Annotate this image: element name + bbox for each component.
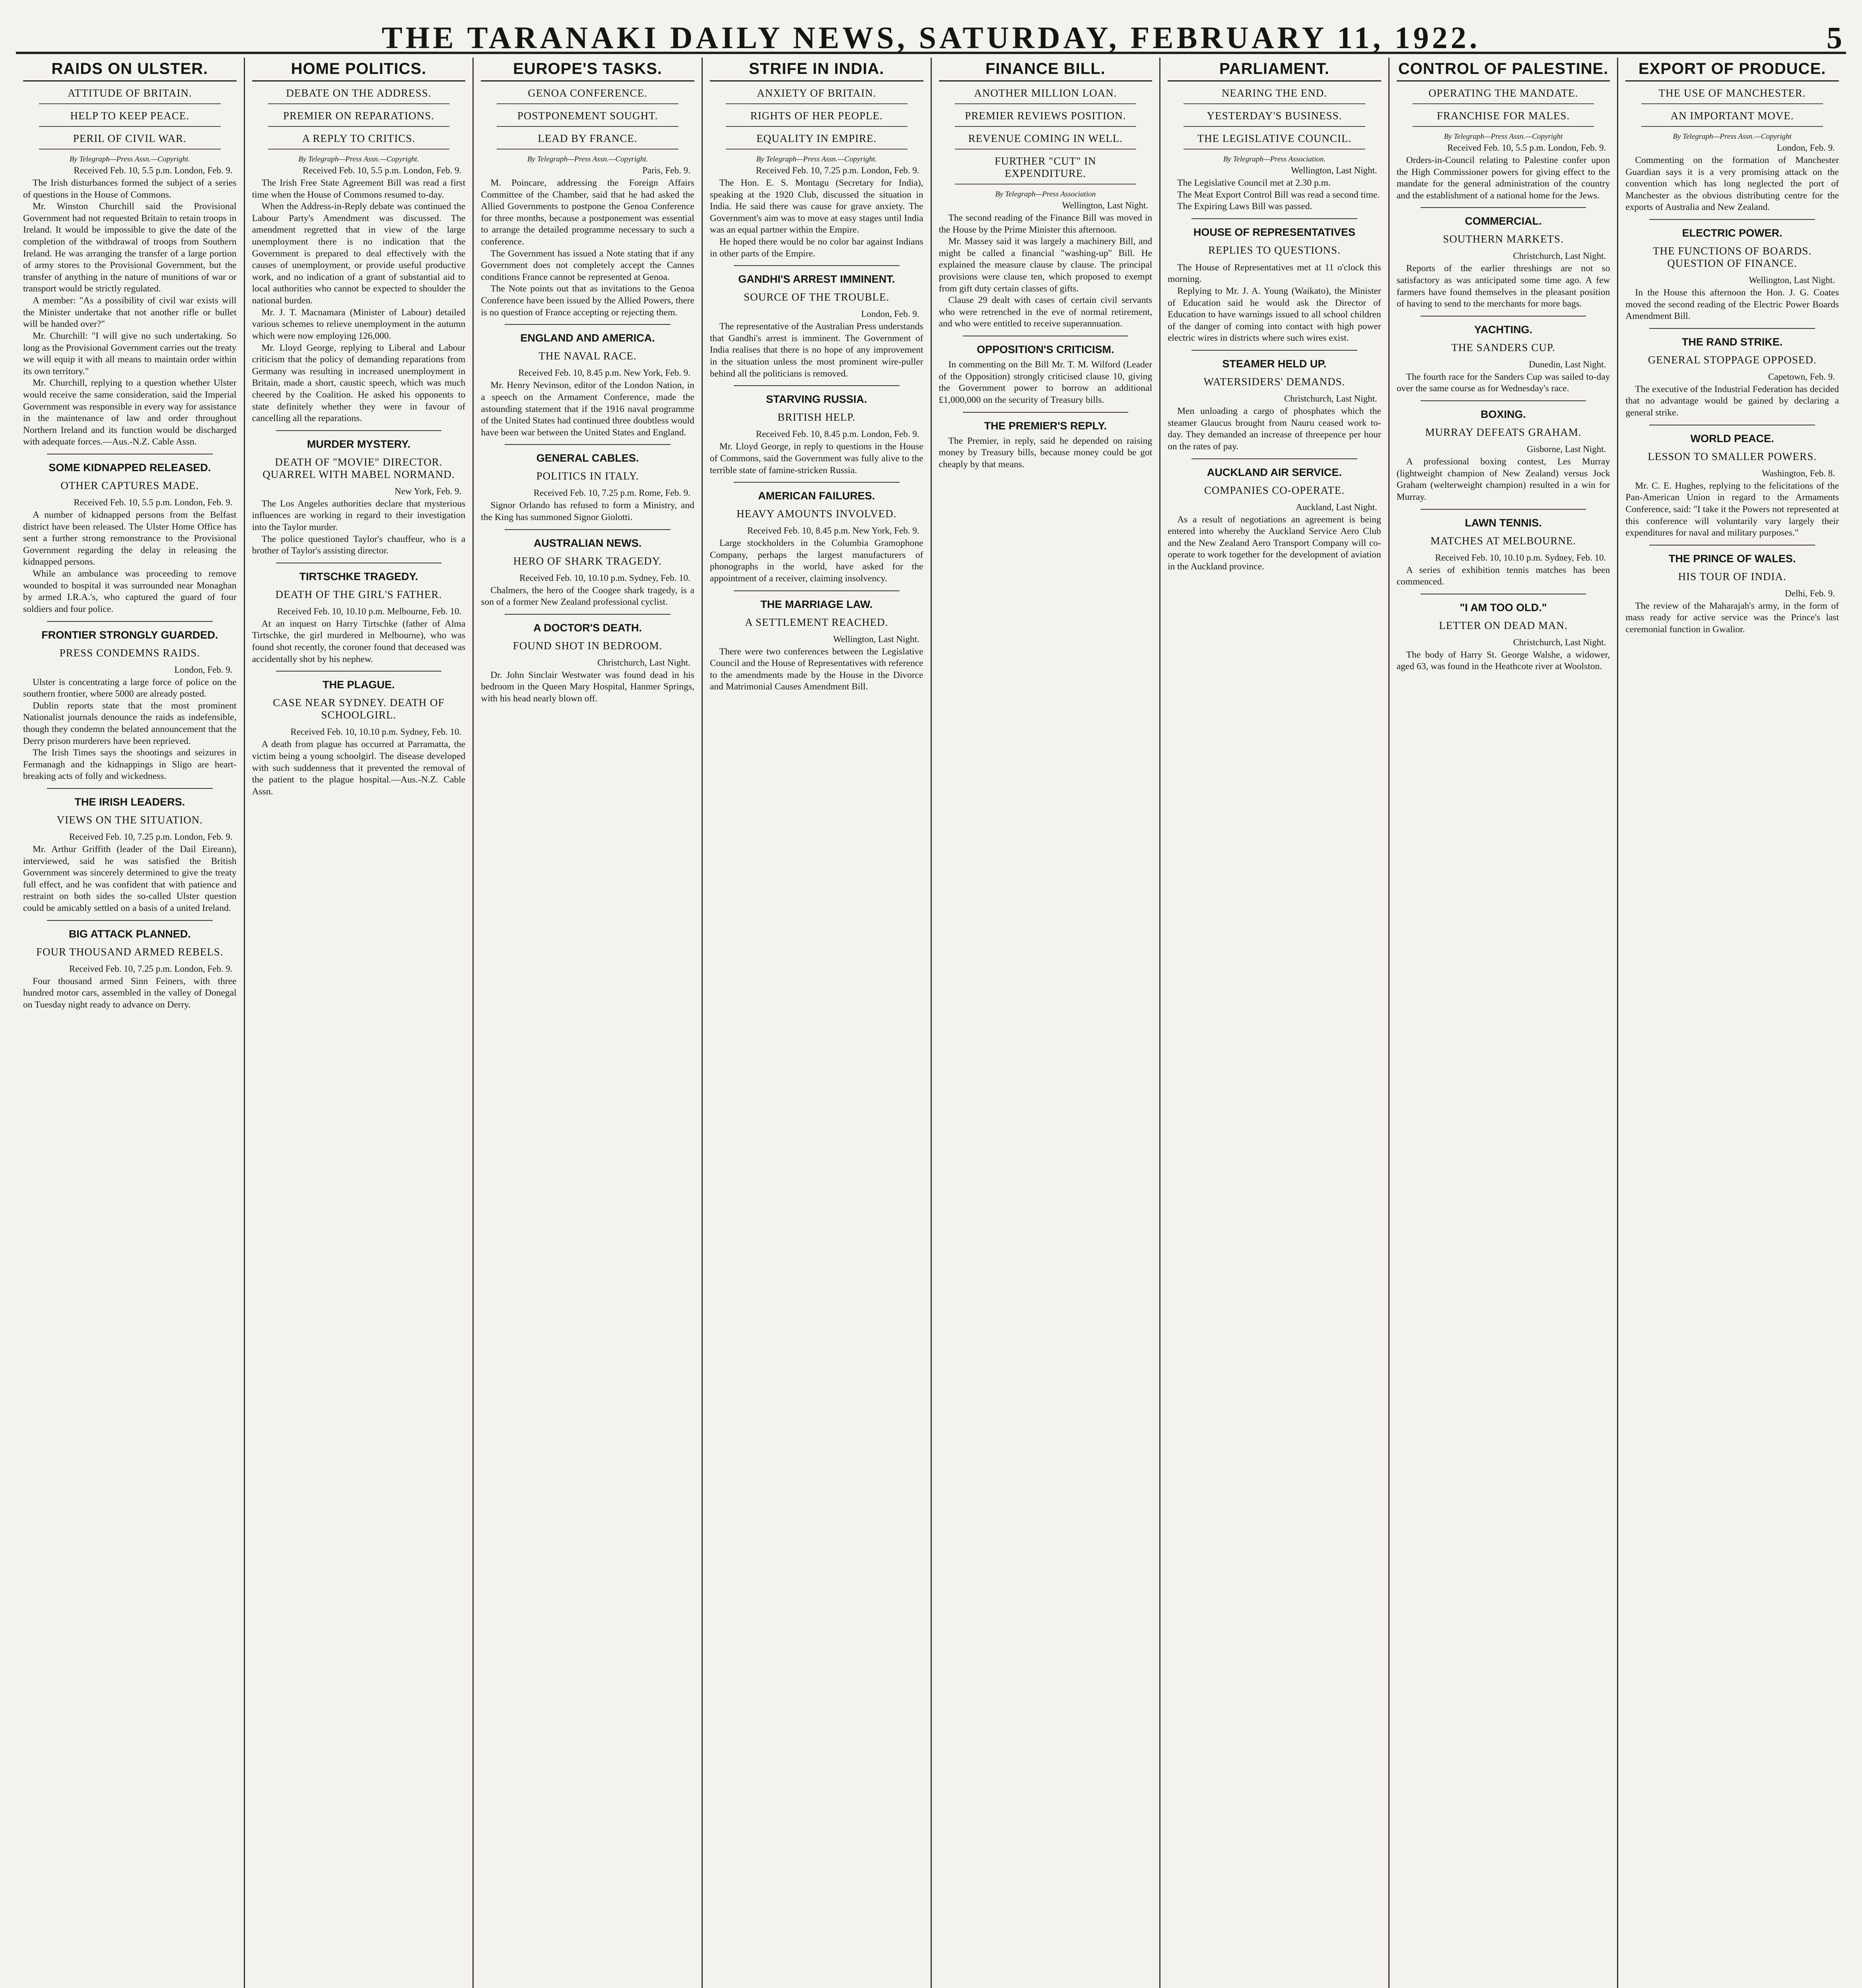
sub-dateline: Christchurch, Last Night. [597, 657, 690, 668]
article-dateline: Received Feb. 10, 5.5 p.m. London, Feb. 9. [1447, 143, 1606, 153]
sub-dateline: Received Feb. 10, 7.25 p.m. London, Feb. 9. [69, 963, 233, 974]
sub-headline: TIRTSCHKE TRAGEDY. [299, 570, 418, 582]
sub-dateline: Christchurch, Last Night. [1513, 251, 1606, 261]
sub-paragraph: Dublin reports state that the most prominent Nationalist journals denounce the raids as indefensible, though they condemn the belated announcement that the Derry prison murderers have been reprieved. [23, 700, 237, 746]
sub-body [1168, 514, 1381, 573]
sub-paragraph: A death from plague has occurred at Parramatta, the victim being a young schoolgirl. The disease developed with such suddenness that it prevented the removal of the patient to the plague hospital.—Aus.-N.Z. Cable Assn. [252, 739, 466, 797]
sub-paragraph: A professional boxing contest, Les Murray (lightweight champion of New Zealand) versus Jock Graham (welterweight champion) resulted in a win for Murray. [1396, 456, 1610, 502]
article [481, 60, 694, 705]
article-credit: By Telegraph—Press Association. [1223, 155, 1326, 163]
news-columns [16, 58, 1846, 1988]
article-paragraph: The Legislative Council met at 2.30 p.m. [1177, 178, 1331, 188]
sub-paragraph: Signor Orlando has refused to form a Ministry, and the King has summoned Signor Giolotti. [481, 500, 694, 522]
sub-headline: YACHTING. [1474, 323, 1533, 336]
sub-dateline: Auckland, Last Night. [1296, 502, 1377, 512]
sub-headline: SOME KIDNAPPED RELEASED. [49, 462, 211, 474]
sub-body [710, 538, 923, 584]
article-paragraph: Mr. Winston Churchill said the Provisional Government had not requested Britain to retain troops in Ireland. It would be impossible to give the date of the completion of the withdrawal of troops from Southern Ireland. He was arranging the transfer of a large portion of army stores to the Provisional Government, but the transfer of anything in the nature of munitions of war or transport would be strictly regulated. [23, 201, 237, 294]
article-deck: PREMIER REVIEWS POSITION. [955, 110, 1137, 127]
section-divider [505, 614, 671, 615]
sub-paragraph: Mr. C. E. Hughes, replying to the felicitations of the Pan-American Union in regard to the Armaments Conference, said: "I take it the Powers not represented at this conference will voluntarily vary largely their expenditures for naval and military purposes." [1625, 480, 1839, 538]
page-number: 5 [1827, 20, 1842, 55]
sub-deck: POLITICS IN ITALY. [536, 470, 639, 482]
article-deck: ANXIETY OF BRITAIN. [726, 87, 908, 104]
section-divider [47, 621, 213, 622]
news-column [932, 58, 1161, 1988]
article-body [481, 177, 694, 318]
sub-deck: DEATH OF "MOVIE" DIRECTOR. QUARREL WITH MABEL NORMAND. [262, 456, 455, 480]
article-dateline: Paris, Feb. 9. [642, 165, 690, 175]
sub-body [252, 618, 466, 665]
sub-headline: THE PLAGUE. [323, 679, 395, 691]
article-deck: THE USE OF MANCHESTER. [1641, 87, 1823, 104]
sub-body [939, 359, 1153, 406]
sub-headline: OPPOSITION'S CRITICISM. [977, 344, 1114, 356]
article-paragraph: The Expiring Laws Bill was passed. [1177, 201, 1312, 212]
article-body [1625, 155, 1839, 214]
article-headline: FINANCE BILL. [939, 60, 1153, 82]
article-deck: A REPLY TO CRITICS. [268, 132, 450, 149]
section-divider [1421, 400, 1586, 401]
sub-headline: STARVING RUSSIA. [766, 393, 867, 406]
article-deck: DEBATE ON THE ADDRESS. [268, 87, 450, 104]
article-paragraph: The second reading of the Finance Bill was moved in the House by the Prime Minister this afternoon. [939, 213, 1153, 235]
article-headline: EXPORT OF PRODUCE. [1625, 60, 1839, 82]
article-paragraph: Mr. Churchill: "I will give no such undertaking. So long as the Provisional Government carries out the treaty we will equip it with all means to maintain order within its own territory." [23, 330, 237, 377]
article-deck: PERIL OF CIVIL WAR. [39, 132, 221, 149]
sub-deck: PRESS CONDEMNS RAIDS. [59, 646, 200, 659]
article-dateline: Received Feb. 10, 5.5 p.m. London, Feb. 9. [74, 165, 233, 175]
article-credit: By Telegraph—Press Association [995, 190, 1096, 198]
sub-body [23, 677, 237, 782]
sub-paragraph: As a result of negotiations an agreement is being entered into whereby the Auckland Service Aero Club and the New Zealand Aero Transport Company will co-operate to work together for the development of aviation in the Auckland province. [1168, 514, 1381, 572]
sub-headline: THE IRISH LEADERS. [74, 796, 185, 808]
section-divider [734, 482, 900, 483]
sub-body [1625, 480, 1839, 539]
sub-paragraph: Ulster is concentrating a large force of police on the southern frontier, where 5000 are already posted. [23, 677, 237, 699]
article [1168, 60, 1381, 573]
sub-deck: LESSON TO SMALLER POWERS. [1648, 450, 1817, 462]
sub-deck: GENERAL STOPPAGE OPPOSED. [1648, 353, 1817, 366]
article-credit: By Telegraph—Press Assn.—Copyright [1673, 132, 1792, 141]
news-column [1160, 58, 1390, 1988]
sub-deck: THE SANDERS CUP. [1451, 341, 1555, 353]
article-deck: GENOA CONFERENCE. [497, 87, 678, 104]
section-divider [734, 385, 900, 386]
sub-paragraph: A series of exhibition tennis matches has been commenced. [1396, 565, 1610, 587]
article-paragraph: Mr. Churchill, replying to a question whether Ulster would receive the same consideration, said the Imperial Government was responsible in every way for assistance in the maintenance of law and order throughout Northern Ireland and its function would be discharged with adequate forces.—Aus.-N.Z. Cable Assn. [23, 378, 237, 447]
article-credit: By Telegraph—Press Assn.—Copyright [1444, 132, 1563, 141]
article [939, 60, 1153, 470]
sub-dateline: Gisborne, Last Night. [1527, 444, 1606, 454]
sub-headline: MURDER MYSTERY. [307, 438, 410, 450]
sub-body [481, 500, 694, 523]
sub-deck: DEATH OF THE GIRL'S FATHER. [275, 588, 442, 600]
section-divider [1421, 509, 1586, 510]
sub-paragraph: Large stockholders in the Columbia Gramophone Company, perhaps the largest manufacturers of phonographs in the world, have asked for the appointment of a receiver, claiming insolvency. [709, 538, 923, 584]
article-paragraph: Mr. J. T. Macnamara (Minister of Labour) detailed various schemes to relieve unemployment in the autumn which were now employing 126,000. [252, 307, 466, 341]
article-paragraph: The Irish disturbances formed the subject of a series of questions in the House of Commons. [23, 178, 237, 200]
sub-body [1397, 371, 1610, 395]
article-paragraph: The Note points out that as invitations to the Genoa Conference have been issued by the Allied Powers, there is no question of France accepting or rejecting them. [481, 283, 694, 318]
sub-paragraph: A number of kidnapped persons from the Belfast district have been released. The Ulster Home Office has sent a further strong remonstrance to the Provisional Government regarding the delay in releasing the kidnapped persons. [23, 510, 237, 567]
article-dateline: Received Feb. 10, 7.25 p.m. London, Feb. 9. [756, 165, 919, 175]
sub-deck: WATERSIDERS' DEMANDS. [1203, 376, 1345, 388]
sub-headline: AUSTRALIAN NEWS. [533, 537, 642, 549]
article-deck: OPERATING THE MANDATE. [1413, 87, 1594, 104]
sub-dateline: London, Feb. 9. [861, 309, 919, 319]
sub-body [710, 646, 923, 693]
section-divider [1191, 218, 1357, 219]
sub-headline: BOXING. [1481, 408, 1526, 421]
sub-body [710, 321, 923, 380]
sub-deck: REPLIES TO QUESTIONS. [1208, 244, 1341, 256]
sub-body [252, 739, 466, 798]
sub-dateline: Received Feb. 10, 8.45 p.m. New York, Feb. 9. [747, 526, 919, 536]
sub-body [710, 441, 923, 476]
news-column [1390, 58, 1619, 1988]
sub-body [1625, 384, 1839, 419]
sub-dateline: Christchurch, Last Night. [1513, 637, 1606, 647]
sub-headline: THE MARRIAGE LAW. [760, 598, 873, 610]
sub-body [23, 844, 237, 914]
article-paragraph: Mr. Massey said it was largely a machinery Bill, and might be called a financial "washing-up" Bill. He explained the measure clause by clause. The principal provisions were clause ten, which proposed to exempt from gift duty certain classes of gifts. [939, 236, 1153, 294]
sub-body [1168, 262, 1381, 344]
sub-headline: GANDHI'S ARREST IMMINENT. [738, 273, 895, 285]
sub-body [481, 380, 694, 439]
article-headline: HOME POLITICS. [252, 60, 466, 82]
sub-dateline: Delhi, Feb. 9. [1785, 588, 1835, 598]
sub-body [1397, 649, 1610, 673]
sub-deck: THE FUNCTIONS OF BOARDS. QUESTION OF FINANCE. [1653, 245, 1812, 270]
article-deck: FRANCHISE FOR MALES. [1413, 110, 1594, 127]
article [710, 60, 923, 693]
article-body [1168, 177, 1381, 213]
section-divider [1649, 545, 1815, 546]
sub-paragraph: Reports of the earlier threshings are not so satisfactory as was anticipated some time ago. A few farmers have found themselves in the pleasant position of having to send to the merchants for more bags. [1396, 263, 1610, 309]
sub-deck: VIEWS ON THE SITUATION. [56, 813, 203, 826]
article-deck: THE LEGISLATIVE COUNCIL. [1184, 132, 1365, 149]
section-divider [734, 265, 900, 266]
article-dateline: London, Feb. 9. [1776, 143, 1835, 153]
article-headline: STRIFE IN INDIA. [710, 60, 923, 82]
sub-paragraph: At an inquest on Harry Tirtschke (father of Alma Tirtschke, the girl murdered in Melbourne), who was found shot recently, the coroner found that deceased was accidentally shot by his nephew. [252, 618, 466, 664]
sub-dateline: Received Feb. 10, 7.25 p.m. Rome, Feb. 9. [533, 488, 690, 498]
sub-deck: MURRAY DEFEATS GRAHAM. [1425, 426, 1582, 439]
article-paragraph: When the Address-in-Reply debate was continued the Labour Party's Amendment was discussed. The amendment regretted that in view of the large unemployment there is no indication that the Government is prepared to deal effectively with the causes of unemployment, or provide useful productive work, and no indication of a grant of substantial aid to local authorities who cannot be expected to shoulder the national burden. [252, 201, 466, 306]
sub-paragraph: Mr. Lloyd George, in reply to questions in the House of Commons, said the Government was fully alive to the terrible state of famine-stricken Russia. [709, 441, 923, 476]
article-body [1397, 155, 1610, 202]
article-paragraph: Commenting on the formation of Manchester Guardian says it is a very promising attack on the convention which has long neglected the port of Manchester as the obvious distributing centre for the exports of Australia and New Zealand. [1625, 155, 1839, 213]
sub-paragraph: In the House this afternoon the Hon. J. G. Coates moved the second reading of the Electric Power Boards Amendment Bill. [1625, 287, 1839, 322]
article-deck: PREMIER ON REPARATIONS. [268, 110, 450, 127]
sub-body [23, 976, 237, 1011]
article-deck: POSTPONEMENT SOUGHT. [497, 110, 678, 127]
sub-body [481, 670, 694, 705]
sub-deck: HIS TOUR OF INDIA. [1678, 570, 1786, 582]
article-credit: By Telegraph—Press Assn.—Copyright. [527, 155, 648, 163]
news-column [16, 58, 245, 1988]
article-body [939, 212, 1153, 330]
news-column [703, 58, 932, 1988]
sub-paragraph: Men unloading a cargo of phosphates which the steamer Glaucus brought from Nauru ceased work to-day. They demanded an increase of threepence per hour on the rates of pay. [1168, 406, 1381, 452]
sub-deck: SOUTHERN MARKETS. [1443, 233, 1564, 245]
sub-deck: SOURCE OF THE TROUBLE. [744, 291, 890, 303]
article-paragraph: The Government has issued a Note stating that if any Government does not completely accept the Cannes conditions France cannot be represented at Genoa. [481, 248, 694, 282]
article-deck: AN IMPORTANT MOVE. [1641, 110, 1823, 127]
sub-paragraph: There were two conferences between the Legislative Council and the House of Representatives with reference to the amendments made by the House in the Divorce and Matrimonial Causes Amendment Bill. [709, 646, 923, 692]
sub-body [1625, 287, 1839, 322]
sub-deck: A SETTLEMENT REACHED. [745, 616, 888, 628]
article-paragraph: The Hon. E. S. Montagu (Secretary for India), speaking at the 1920 Club, discussed the situation in India. He said there was cause for grave anxiety. The Government's aim was to move at easy stages until India was an equal partner within the Empire. [709, 178, 923, 235]
section-divider [1191, 458, 1357, 459]
sub-headline: FRONTIER STRONGLY GUARDED. [41, 629, 218, 641]
sub-paragraph: Mr. Henry Nevinson, editor of the London Nation, in a speech on the Armament Conference, made the astounding statement that if the 1916 naval programme of the United States had continued three doubtless would have been war between the United States and England. [481, 380, 694, 438]
sub-paragraph: The Los Angeles authorities declare that mysterious influences are working in regard to their investigation into the Taylor murder. [252, 498, 466, 533]
article-deck: HELP TO KEEP PEACE. [39, 110, 221, 127]
sub-dateline: Wellington, Last Night. [1749, 275, 1835, 285]
sub-paragraph: The House of Representatives met at 11 o'clock this morning. [1168, 262, 1381, 285]
sub-headline: THE RAND STRIKE. [1681, 336, 1783, 348]
sub-headline: COMMERCIAL. [1465, 215, 1542, 227]
section-divider [276, 430, 442, 431]
sub-headline: BIG ATTACK PLANNED. [68, 928, 191, 940]
article-deck: NEARING THE END. [1184, 87, 1365, 104]
article-deck: ANOTHER MILLION LOAN. [955, 87, 1137, 104]
sub-body [1168, 406, 1381, 452]
article-paragraph: The Irish Free State Agreement Bill was read a first time when the House of Commons resumed to-day. [252, 178, 466, 200]
sub-headline: A DOCTOR'S DEATH. [533, 621, 642, 634]
article [1625, 60, 1839, 636]
sub-headline: AMERICAN FAILURES. [758, 490, 875, 502]
sub-headline: STEAMER HELD UP. [1222, 358, 1327, 370]
sub-paragraph: The Premier, in reply, said he depended on raising money by Treasury bills, because money could be got cheaply by that means. [939, 435, 1153, 470]
sub-paragraph: Mr. Arthur Griffith (leader of the Dail Eireann), interviewed, said he was satisfied the British Government was sincerely determined to give the treaty full effect, and he was confident that with patience and restraint on both sides the so-called Ulster question could be amicably settled on a basis of a united Ireland. [23, 844, 237, 914]
article-deck: REVENUE COMING IN WELL. [955, 132, 1137, 149]
article-body [710, 177, 923, 260]
article-body [23, 177, 237, 448]
sub-deck: FOUR THOUSAND ARMED REBELS. [36, 945, 224, 958]
sub-dateline: Received Feb. 10, 8.45 p.m. New York, Feb. 9. [518, 368, 690, 378]
news-column [245, 58, 474, 1988]
sub-deck: BRITISH HELP. [777, 411, 856, 423]
sub-headline: "I AM TOO OLD." [1460, 601, 1547, 613]
sub-dateline: Received Feb. 10, 10.10 p.m. Sydney, Feb. 10. [290, 727, 462, 737]
sub-paragraph: The body of Harry St. George Walshe, a widower, aged 63, was found in the Heathcote river at Woolston. [1396, 649, 1610, 672]
sub-headline: AUCKLAND AIR SERVICE. [1207, 466, 1342, 478]
sub-deck: THE NAVAL RACE. [538, 350, 637, 362]
sub-dateline: Wellington, Last Night. [833, 634, 919, 644]
sub-dateline: Capetown, Feb. 9. [1768, 371, 1835, 382]
article-headline: RAIDS ON ULSTER. [23, 60, 237, 82]
article-paragraph: Orders-in-Council relating to Palestine confer upon the High Commissioner powers for giving effect to the mandate for the general administration of the country and the establishment of a national home for the Jews. [1396, 155, 1610, 201]
sub-dateline: Received Feb. 10, 10.10 p.m. Melbourne, Feb. 10. [277, 606, 462, 616]
sub-paragraph: The fourth race for the Sanders Cup was sailed to-day over the same course as for Wednesday's race. [1396, 371, 1610, 394]
sub-headline: LAWN TENNIS. [1465, 516, 1542, 529]
article-deck: FURTHER "CUT" IN EXPENDITURE. [955, 155, 1137, 184]
article-credit: By Telegraph—Press Assn.—Copyright. [756, 155, 877, 163]
sub-deck: LETTER ON DEAD MAN. [1439, 619, 1568, 631]
article-body [252, 177, 466, 425]
sub-paragraph: The police questioned Taylor's chauffeur, who is a brother of Taylor's assisting director. [252, 534, 466, 556]
sub-deck: MATCHES AT MELBOURNE. [1430, 534, 1576, 547]
sub-paragraph: Chalmers, the hero of the Coogee shark tragedy, is a son of a former New Zealand professional cyclist. [481, 585, 694, 608]
sub-paragraph: Replying to Mr. J. A. Young (Waikato), the Minister of Education said he would ask the Director of Education to have warnings issued to all school children of the danger of coming into contact with high power electric wires in districts where such wires exist. [1168, 286, 1381, 344]
article [1397, 60, 1610, 673]
sub-dateline: New York, Feb. 9. [395, 486, 462, 496]
sub-paragraph: The representative of the Australian Press understands that Gandhi's arrest is imminent. The Government of India realises that there is no hope of any improvement in the situation unless the most prominent wire-puller behind all the politicians is removed. [709, 321, 923, 379]
sub-headline: ENGLAND AND AMERICA. [520, 332, 655, 344]
masthead [16, 8, 1846, 54]
article-paragraph: M. Poincare, addressing the Foreign Affairs Committee of the Chamber, said that he had asked the Allied Governments to postpone the Genoa Conference for three months, because a postponement was essential to arrange the detailed programme necessary to such a conference. [481, 178, 694, 247]
sub-headline: WORLD PEACE. [1690, 432, 1774, 445]
sub-deck: COMPANIES CO-OPERATE. [1204, 484, 1345, 496]
article-headline: PARLIAMENT. [1168, 60, 1381, 82]
sub-paragraph: The executive of the Industrial Federation has decided that no advantage would be gained by declaring a general strike. [1625, 384, 1839, 418]
article [23, 60, 237, 1011]
section-divider [734, 590, 900, 591]
section-divider [1649, 219, 1815, 220]
sub-dateline: Received Feb. 10, 10.10 p.m. Sydney, Feb. 10. [1435, 552, 1606, 563]
article-dateline: Wellington, Last Night. [1291, 165, 1377, 175]
section-divider [1421, 207, 1586, 208]
sub-body [1397, 565, 1610, 588]
article-headline: CONTROL OF PALESTINE. [1397, 60, 1610, 82]
sub-headline: GENERAL CABLES. [536, 452, 639, 464]
sub-dateline: London, Feb. 9. [174, 664, 233, 675]
section-divider [47, 788, 213, 789]
article-paragraph: Mr. Lloyd George, replying to Liberal and Labour criticism that the policy of demanding reparations from Germany was resulting in increased unemployment in Britain, made a short, caustic speech, which was much cheered by the Coalition. He asked his opponents to state definitely whether they were in favour of cancelling all the reparations. [252, 342, 466, 424]
sub-paragraph: In commenting on the Bill Mr. T. M. Wilford (Leader of the Opposition) strongly criticised clause 10, giving the Government power to borrow an additional £1,000,000 on the security of Treasury bills. [939, 359, 1153, 405]
news-column [1618, 58, 1846, 1988]
section-divider [47, 920, 213, 921]
article-paragraph: He hoped there would be no color bar against Indians in other parts of the Empire. [709, 237, 923, 259]
section-divider [505, 444, 671, 445]
sub-dateline: Received Feb. 10, 7.25 p.m. London, Feb. 9. [69, 831, 233, 842]
sub-dateline: Dunedin, Last Night. [1529, 359, 1606, 369]
sub-paragraph: While an ambulance was proceeding to remove wounded to hospital it was surrounded near Monaghan by armed I.R.A.'s, who captured the guard of four soldiers and four police. [23, 569, 237, 614]
sub-headline: THE PREMIER'S REPLY. [984, 419, 1107, 432]
section-divider [1191, 350, 1357, 351]
article-headline: EUROPE'S TASKS. [481, 60, 694, 82]
sub-dateline: Washington, Feb. 8. [1761, 468, 1835, 478]
sub-body [1625, 600, 1839, 636]
sub-dateline: Received Feb. 10, 8.45 p.m. London, Feb. 9. [756, 429, 919, 439]
article-deck: EQUALITY IN EMPIRE. [726, 132, 908, 149]
news-column [474, 58, 703, 1988]
sub-headline: THE PRINCE OF WALES. [1668, 552, 1796, 565]
section-divider [505, 324, 671, 325]
section-divider [276, 671, 442, 672]
sub-deck: CASE NEAR SYDNEY. DEATH OF SCHOOLGIRL. [273, 697, 445, 721]
sub-paragraph: Four thousand armed Sinn Feiners, with three hundred motor cars, assembled in the valley of Donegal on Tuesday night ready to advance on Derry. [23, 976, 237, 1010]
newspaper-title: THE TARANAKI DAILY NEWS, SATURDAY, FEBRUARY 11, 1922. [381, 20, 1481, 55]
article-paragraph: The Meat Export Control Bill was read a second time. [1177, 189, 1380, 200]
article-credit: By Telegraph—Press Assn.—Copyright. [298, 155, 419, 163]
sub-dateline: Christchurch, Last Night. [1284, 394, 1377, 404]
article-deck: YESTERDAY'S BUSINESS. [1184, 110, 1365, 127]
section-divider [1649, 328, 1815, 329]
sub-headline: ELECTRIC POWER. [1682, 227, 1782, 239]
sub-body [252, 498, 466, 557]
sub-body [481, 585, 694, 608]
sub-paragraph: The review of the Maharajah's army, in the form of mass ready for active service was the Prince's last ceremonial function in Gwalior. [1625, 600, 1839, 635]
section-divider [505, 529, 671, 530]
article-deck: RIGHTS OF HER PEOPLE. [726, 110, 908, 127]
article-credit: By Telegraph—Press Assn.—Copyright. [69, 155, 190, 163]
article-deck: ATTITUDE OF BRITAIN. [39, 87, 221, 104]
sub-deck: HERO OF SHARK TRAGEDY. [513, 555, 662, 567]
sub-body [23, 509, 237, 615]
article-dateline: Received Feb. 10, 5.5 p.m. London, Feb. 9. [302, 165, 462, 175]
article-deck: LEAD BY FRANCE. [497, 132, 678, 149]
sub-body [1397, 263, 1610, 310]
article [252, 60, 466, 798]
sub-paragraph: The Irish Times says the shootings and seizures in Fermanagh and the kidnappings in Sligo are heart-breaking acts of folly and wickedness. [23, 747, 237, 782]
section-divider [963, 412, 1129, 413]
sub-deck: OTHER CAPTURES MADE. [60, 480, 199, 492]
sub-body [1397, 456, 1610, 503]
sub-body [939, 435, 1153, 471]
sub-paragraph: Dr. John Sinclair Westwater was found dead in his bedroom in the Queen Mary Hospital, Hanmer Springs, with his head nearly blown off. [481, 670, 694, 704]
sub-deck: HEAVY AMOUNTS INVOLVED. [737, 508, 897, 520]
article-dateline: Wellington, Last Night. [1062, 200, 1149, 210]
article-paragraph: A member: "As a possibility of civil war exists will the Minister undertake that not another rifle or bullet will be handed over?" [23, 295, 237, 330]
sub-dateline: Received Feb. 10, 10.10 p.m. Sydney, Feb. 10. [519, 573, 690, 583]
sub-headline: HOUSE OF REPRESENTATIVES [1193, 226, 1355, 238]
sub-deck: FOUND SHOT IN BEDROOM. [513, 639, 663, 652]
sub-dateline: Received Feb. 10, 5.5 p.m. London, Feb. 9. [74, 497, 233, 508]
article-paragraph: Clause 29 dealt with cases of certain civil servants who were retrenched in the eve of normal retirement, and who were entitled to receive superannuation. [939, 295, 1153, 329]
